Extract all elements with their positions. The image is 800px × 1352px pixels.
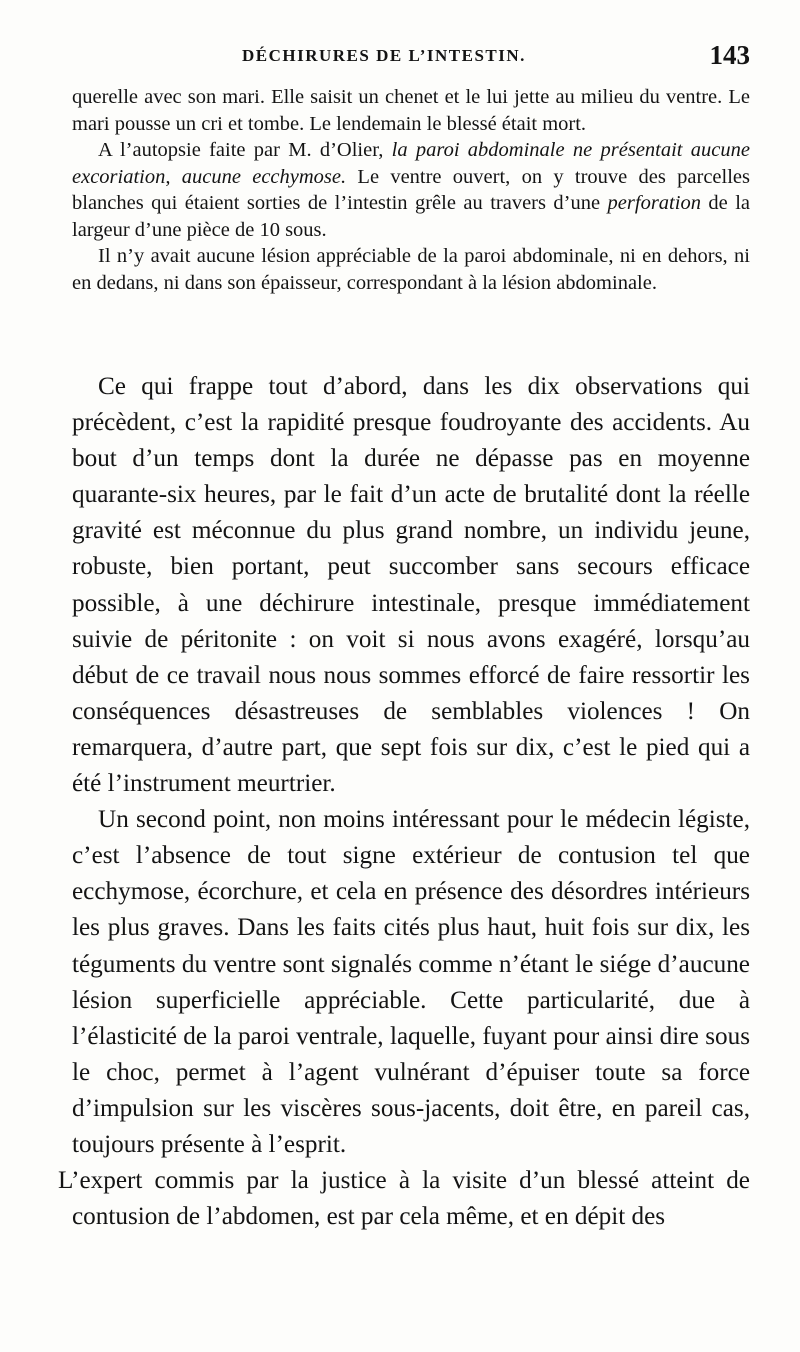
note-paragraph-3: Il n’y avait aucune lésion appréciable de la paroi abdominale, ni en dehors, ni en dedans, ni dans son épaisseur, correspondant à la lésion abdominale. [72,245,750,294]
main-text [58,369,750,1235]
page-number: 143 [709,40,750,70]
running-title: DÉCHIRURES DE L’INTESTIN. [242,46,526,65]
note-text: Le ventre ouvert, on y trouve des parcelles blanches qui étaient sorties de l’intestin grêle au travers d’une [72,165,750,214]
main-paragraph-2: Un second point, non moins intéressant pour le médecin légiste, c’est l’absence de tout signe extérieur de contusion tel que ecchymose, écorchure, et cela en présence des désordres intérieurs les plus graves. Dans les faits cités plus haut, huit fois sur dix, les téguments du ventre sont signalés comme n’étant le siége d’aucune lésion superficielle appréciable. Cette particularité, due à l’élasticité de la paroi ventrale, laquelle, fuyant pour ainsi dire sous le choc, permet à l’agent vulnérant d’épuiser toute sa force d’impulsion sur les viscères sous-jacents, doit être, en pareil cas, toujours présente à l’esprit. [72,806,750,1158]
note-emphasis: perforation [607,192,701,214]
page-header [72,40,750,76]
note-text: de la largeur d’une pièce de 10 sous. [72,192,750,241]
main-paragraph-1: Ce qui frappe tout d’abord, dans les dix observations qui précèdent, c’est la rapidité presque foudroyante des accidents. Au bout d’un temps dont la durée ne dépasse pas en moyenne quarante-six heures, par le fait d’un acte de brutalité dont la réelle gravité est méconnue du plus grand nombre, un individu jeune, robuste, bien portant, peut succomber sans secours efficace possible, à une déchirure intestinale, presque immédiatement suivie de péritonite : on voit si nous avons exagéré, lorsqu’au début de ce travail nous nous sommes efforcé de faire ressortir les conséquences désastreuses de semblables violences ! On remarquera, d’autre part, que sept fois sur dix, c’est le pied qui a été l’instrument meurtrier. [72,373,750,798]
observation-notes [72,84,750,296]
main-paragraph-3: L’expert commis par la justice à la visite d’un blessé atteint de contusion de l’abdomen, est par cela même, et en dépit des [58,1167,750,1231]
note-paragraph-1: querelle avec son mari. Elle saisit un chenet et le lui jette au milieu du ventre. Le mari pousse un cri et tombe. Le lendemain le blessé était mort. [72,86,750,135]
note-emphasis: la paroi abdominale ne présentait aucune excoriation, aucune ecchymose. [72,139,750,188]
note-text: A l’autopsie faite par M. d’Olier, [98,139,392,161]
note-paragraph-2 [72,137,750,243]
